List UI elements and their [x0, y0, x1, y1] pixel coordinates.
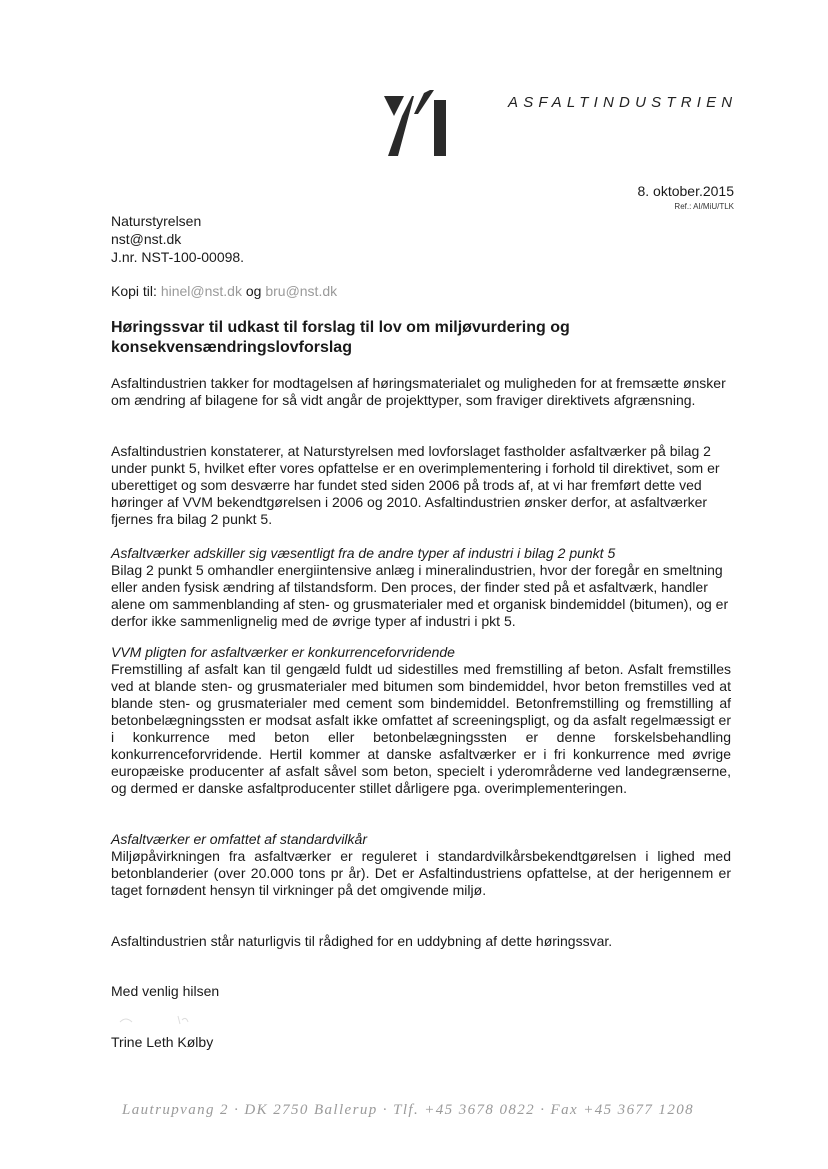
- footer-contact: Lautrupvang 2 · DK 2750 Ballerup · Tlf. +45 3678 0822 · Fax +45 3677 1208: [122, 1102, 695, 1118]
- section-3-body: Miljøpåvirkningen fra asfaltværker er reguleret i standardvilkårsbekendtgørelsen i lighed med betonblanderier (over 20.000 tons pr år). Det er Asfaltindustriens opfattelse, at der herigennem er taget fornødent hensyn til virkninger på det omgivende miljø.: [111, 848, 731, 898]
- greeting: Med venlig hilsen: [111, 983, 220, 999]
- signature-mark: [118, 1012, 228, 1026]
- asfaltindustrien-logo: [382, 90, 448, 158]
- section-3: [111, 831, 731, 899]
- intro-paragraph: Asfaltindustrien takker for modtagelsen af høringsmaterialet og muligheden for at fremsætte ønsker om ændring af bilagene for så vidt angår de projekttyper, som fraviger direktivets afgrænsning.: [111, 375, 726, 408]
- section-2: [111, 644, 731, 797]
- letter-date: 8. oktober.2015: [637, 183, 734, 199]
- recipient-name: Naturstyrelsen: [111, 213, 202, 229]
- copy-to-line: [111, 283, 337, 299]
- recipient-block: [111, 212, 244, 266]
- recipient-email: nst@nst.dk: [111, 231, 182, 247]
- section-2-body: Fremstilling af asfalt kan til gengæld fuldt ud sidestilles med fremstilling af beton. Asfalt fremstilles ved at blande sten- og grusmaterialer med bitumen som bindemiddel, hvor beton fremstilles ved at blande sten- og grusmaterialer med cement som bindemiddel. Betonfremstilling og fremstilling af betonbelægningssten er modsat asfalt ikke omfattet af screeningspligt, og da asfalt regelmæssigt er i konkurrence med beton eller betonbelægningssten er denne forskelsbehandling konkurrenceforvridende. Hertil kommer at danske asfaltværker er i fri konkurrence med øvrige europæiske producenter af asfalt såvel som beton, specielt i yderområderne ved landegrænserne, og dermed er danske asfaltproducenter stillet dårligere pga. overimplementeringen.: [111, 661, 731, 796]
- section-2-heading: VVM pligten for asfaltværker er konkurrenceforvridende: [111, 644, 455, 660]
- reference: Ref.: AI/MiU/TLK: [674, 202, 734, 211]
- brand-name: ASFALTINDUSTRIEN: [508, 94, 738, 111]
- signer-name: Trine Leth Kølby: [111, 1034, 214, 1050]
- journal-number: J.nr. NST-100-00098.: [111, 249, 245, 265]
- copy-to-label: Kopi til:: [111, 283, 157, 299]
- section-3-heading: Asfaltværker er omfattet af standardvilkår: [111, 831, 367, 847]
- section-1-heading: Asfaltværker adskiller sig væsentligt fra de andre typer af industri i bilag 2 punkt 5: [111, 545, 616, 561]
- copy-email-1: hinel@nst.dk: [160, 283, 242, 299]
- section-1: [111, 545, 731, 630]
- copy-email-2: bru@nst.dk: [265, 283, 338, 299]
- copy-and: og: [245, 283, 262, 299]
- closing-paragraph: Asfaltindustrien står naturligvis til rådighed for en uddybning af dette høringssvar.: [111, 933, 613, 949]
- letter-title: Høringssvar til udkast til forslag til lov om miljøvurdering og konsekvensændringslovforslag: [111, 319, 570, 356]
- section-1-body: Bilag 2 punkt 5 omhandler energiintensive anlæg i mineralindustrien, hvor der foregår en smeltning eller anden fysisk ændring af tilstandsform. Den proces, der finder sted på et asfaltværk, handler alene om sammenblanding af sten- og grusmaterialer med et organisk bindemiddel (bitumen), og er derfor ikke sammenlignelig med de øvrige typer af industri i pkt 5.: [111, 562, 729, 629]
- paragraph-2: Asfaltindustrien konstaterer, at Naturstyrelsen med lovforslaget fastholder asfaltværker på bilag 2 under punkt 5, hvilket efter vores opfattelse er en overimplementering i forhold til direktivet, som er uberettiget og som desværre har fundet sted siden 2006 på trods af, at vi har fremført dette ved høringer af VVM bekendtgørelsen i 2006 og 2010. Asfaltindustrien ønsker derfor, at asfaltværker fjernes fra bilag 2 punkt 5.: [111, 443, 720, 527]
